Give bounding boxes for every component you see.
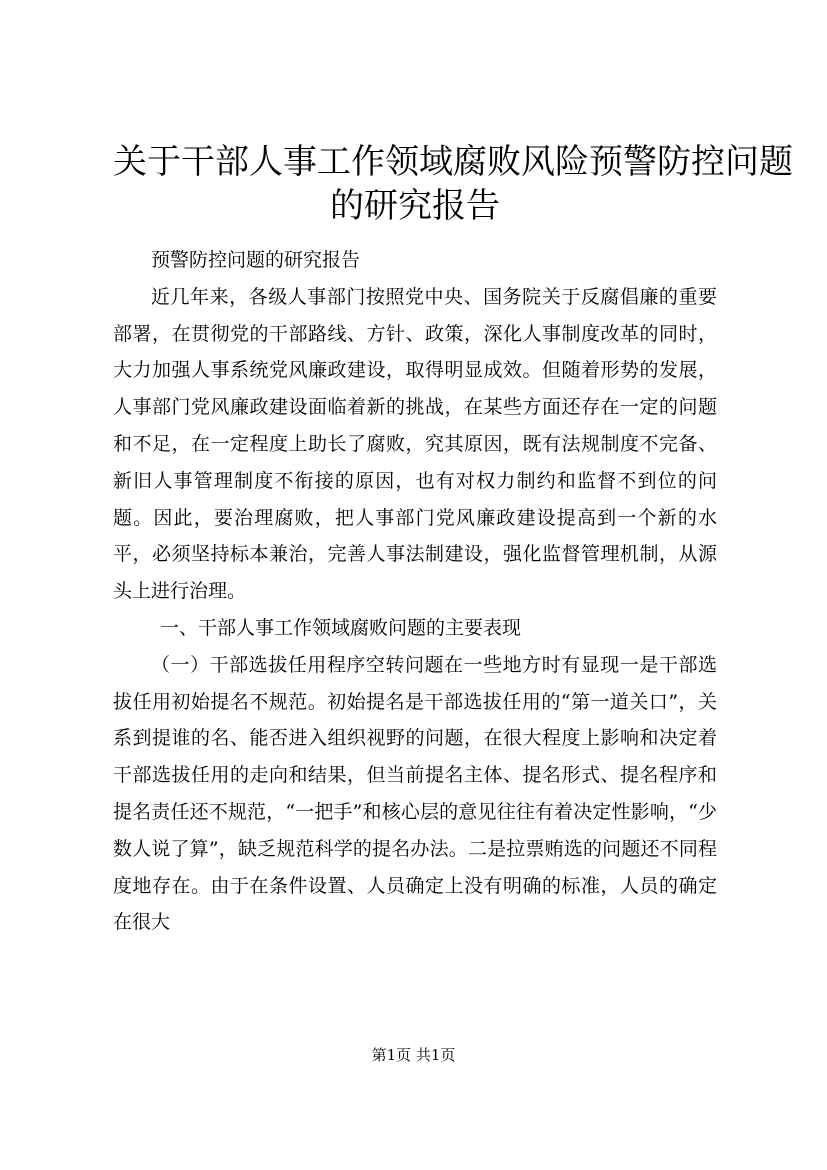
intro-paragraph: 近几年来，各级人事部门按照党中央、国务院关于反腐倡廉的重要部署，在贯彻党的干部路线、方针、政策，深化人事制度改革的同时，大力加强人事系统党风廉政建设，取得明显成效。但随着形势的发展，人事部门党风廉政建设面临着新的挑战，在某些方面还存在一定的问题和不足，在一定程度上助长了腐败，究其原因，既有法规制度不完备、新旧人事管理制度不衔接的原因，也有对权力制约和监督不到位的问题。因此，要治理腐败，把人事部门党风廉政建设提高到一个新的水平，必须坚持标本兼治，完善人事法制建设，强化监督管理机制，从源头上进行治理。 <box>113 285 717 603</box>
document-body <box>113 242 717 941</box>
title-line-1: 关于干部人事工作领域腐败风险预警防控问题 <box>113 142 793 182</box>
subtitle-paragraph: 预警防控问题的研究报告 <box>151 249 361 271</box>
section-heading: 一、干部人事工作领域腐败问题的主要表现 <box>160 616 522 639</box>
subsection-paragraph: （一）干部选拔任用程序空转问题在一些地方时有显现一是干部选拔任用初始提名不规范。初始提名是干部选拔任用的“第一道关口”，关系到提谁的名、能否进入组织视野的问题，在很大程度上影响和决定着干部选拔任用的走向和结果，但当前提名主体、提名形式、提名程序和提名责任还不规范，“一把手”和核心层的意见往往有着决定性影响，“少数人说了算”，缺乏规范科学的提名办法。二是拉票贿选的问题还不同程度地存在。由于在条件设置、人员确定上没有明确的标准，人员的确定在很大 <box>113 653 717 934</box>
document-title <box>113 140 793 228</box>
page-footer: 第1页 共1页 <box>371 1046 456 1064</box>
title-line-2: 的研究报告 <box>330 186 500 226</box>
